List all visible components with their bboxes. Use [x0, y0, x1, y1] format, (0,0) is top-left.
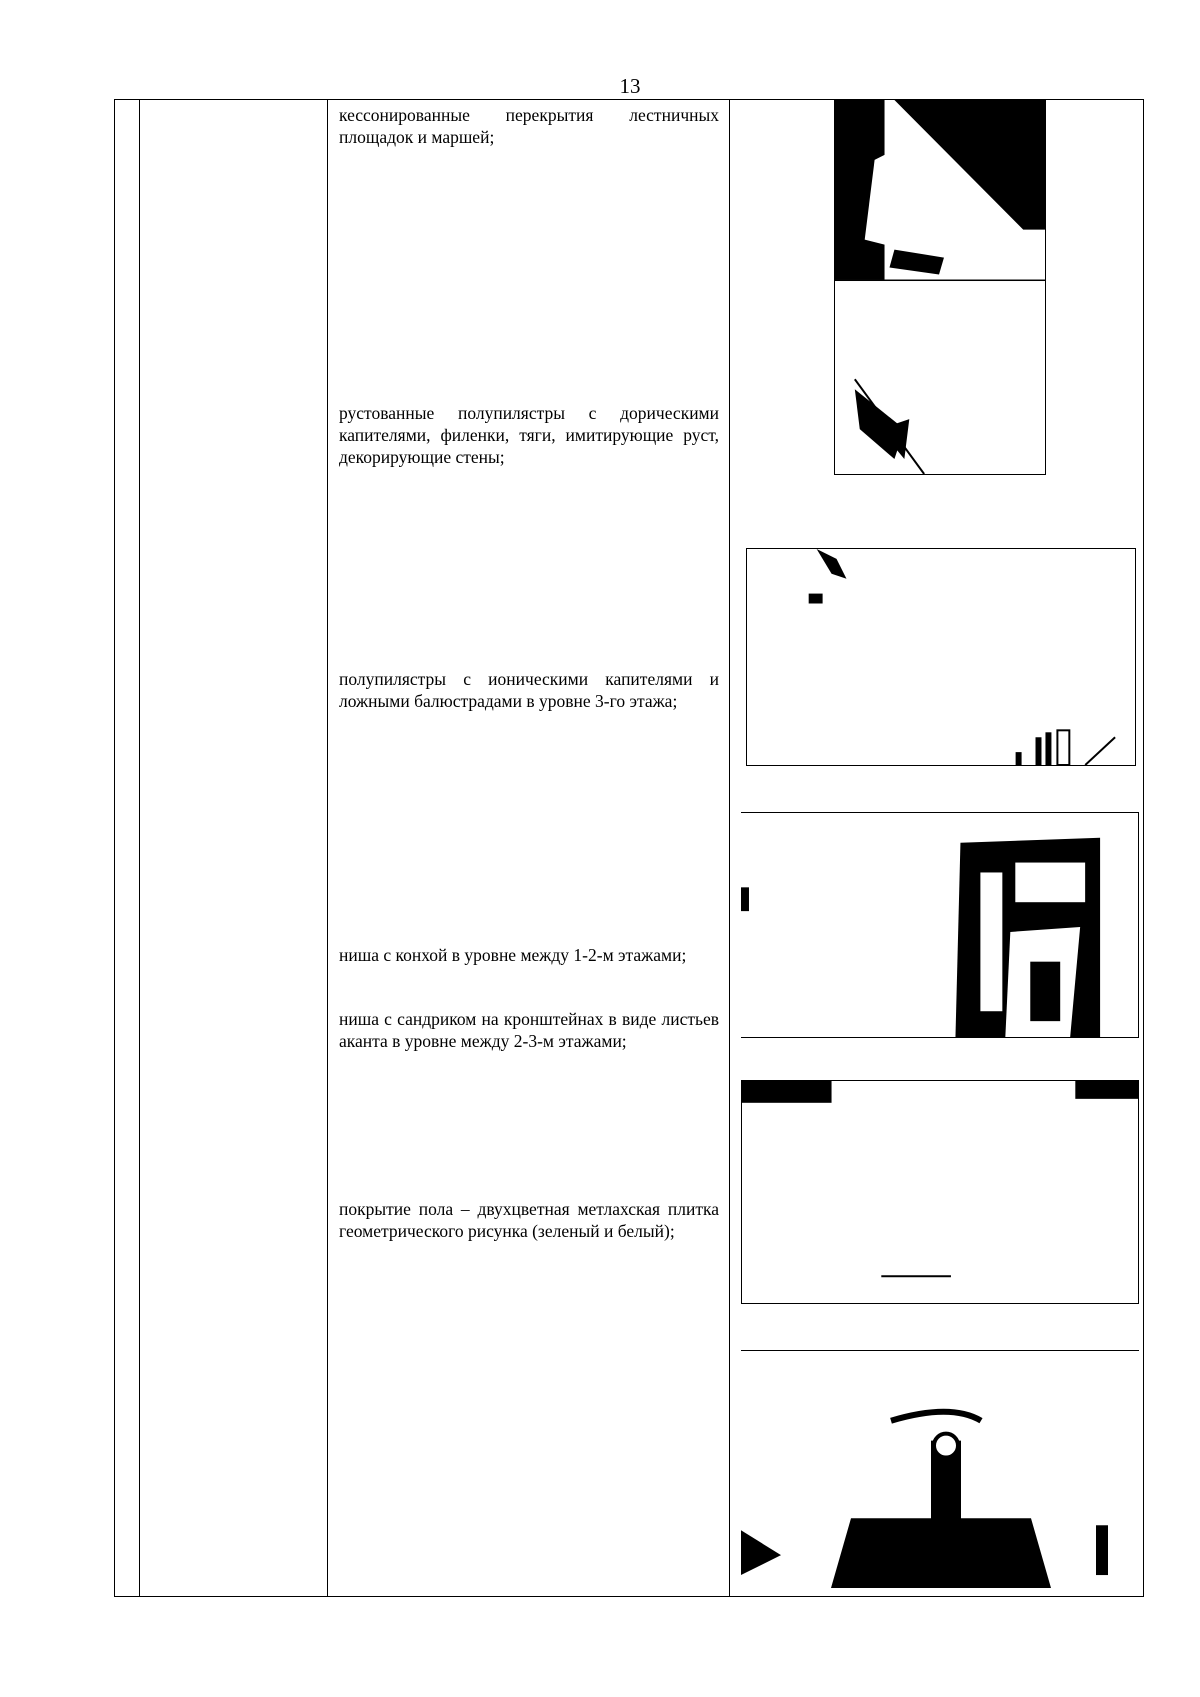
row-text-niche-conch: ниша с конхой в уровне между 1-2-м этажами; [339, 945, 687, 965]
column-divider [139, 100, 140, 1596]
row-text-floor: покрытие пола – двухцветная метлахская плитка геометрического рисунка (зеленый и белый); [339, 1199, 719, 1241]
coffered-ceiling-photo [834, 100, 1046, 475]
page-number: 13 [619, 74, 641, 98]
row-text-niche-sandrik: ниша с сандриком на кронштейнах в виде листьев аканта в уровне между 2-3-м этажами; [339, 1009, 719, 1051]
ionic-pilasters-photo [741, 812, 1139, 1038]
doric-pilasters-photo [746, 548, 1136, 766]
heritage-elements-table [114, 99, 1144, 1597]
column-divider [327, 100, 328, 1596]
column-divider [729, 100, 730, 1596]
row-text-doric-pilasters: рустованные полупилястры с дорическими капителями, филенки, тяги, имитирующие руст, декорирующие стены; [339, 403, 719, 467]
row-text-ionic-pilasters: полупилястры с ионическими капителями и ложными балюстрадами в уровне 3-го этажа; [339, 669, 719, 711]
floor-tile-photo [741, 1350, 1139, 1588]
niche-photo [741, 1080, 1139, 1304]
row-text-coffered: кессонированные перекрытия лестничных площадок и маршей; [339, 105, 719, 147]
